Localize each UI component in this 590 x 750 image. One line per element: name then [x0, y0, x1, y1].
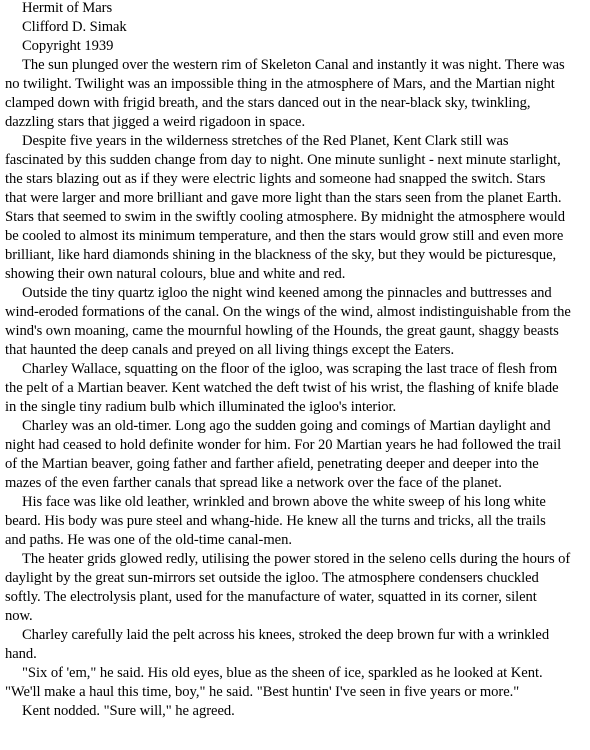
- paragraph-line: brilliant, like hard diamonds shining in the blackness of the sky, but they would be picturesque,: [5, 247, 557, 263]
- paragraph-line: no twilight. Twilight was an impossible thing in the atmosphere of Mars, and the Martian night: [5, 76, 555, 92]
- paragraph-10: [5, 702, 585, 721]
- paragraph-line: The heater grids glowed redly, utilising the power stored in the seleno cells during the hours of: [22, 551, 571, 567]
- paragraph-line: Charley Wallace, squatting on the floor of the igloo, was scraping the last trace of flesh from: [22, 361, 558, 377]
- paragraph-line: now.: [5, 608, 33, 624]
- paragraph-line: wind's own moaning, came the mournful howling of the Hounds, the great gaunt, shaggy beasts: [5, 323, 559, 339]
- paragraph-line: hand.: [5, 646, 37, 662]
- paragraph-line: Charley carefully laid the pelt across his knees, stroked the deep brown fur with a wrinkled: [22, 627, 550, 643]
- paragraph-line: Stars that seemed to swim in the swiftly cooling atmosphere. By midnight the atmosphere would: [5, 209, 565, 225]
- paragraph-1: [5, 56, 585, 132]
- paragraph-line: dazzling stars that jigged a weird rigadoon in space.: [5, 114, 306, 130]
- paragraph-line: showing their own natural colours, blue and white and red.: [5, 266, 346, 282]
- paragraph-8: [5, 626, 585, 664]
- paragraph-line: "Six of 'em," he said. His old eyes, blue as the sheen of ice, sparkled as he looked at Kent.: [22, 665, 543, 681]
- paragraph-line: Despite five years in the wilderness stretches of the Red Planet, Kent Clark still was: [22, 133, 509, 149]
- paragraph-4: [5, 360, 585, 417]
- paragraph-7: [5, 550, 585, 626]
- paragraph-line: the stars blazing out as if they were electric lights and someone had snapped the switch. Stars: [5, 171, 546, 187]
- paragraph-line: wind-eroded formations of the canal. On the wings of the wind, almost indistinguishable from the: [5, 304, 571, 320]
- paragraph-3: [5, 284, 585, 360]
- paragraph-line: and paths. He was one of the old-time canal-men.: [5, 532, 292, 548]
- paragraph-line: "We'll make a haul this time, boy," he said. "Best huntin' I've seen in five years or more.": [5, 684, 520, 700]
- paragraph-6: [5, 493, 585, 550]
- paragraph-line: that haunted the deep canals and preyed on all living things except the Eaters.: [5, 342, 455, 358]
- paragraph-9: [5, 664, 585, 702]
- paragraph-line: the pelt of a Martian beaver. Kent watched the deft twist of his wrist, the flashing of knife blade: [5, 380, 559, 396]
- paragraph-line: Outside the tiny quartz igloo the night wind keened among the pinnacles and buttresses and: [22, 285, 552, 301]
- story-copyright: Copyright 1939: [22, 38, 114, 54]
- paragraph-line: beard. His body was pure steel and whang-hide. He knew all the turns and tricks, all the trails: [5, 513, 546, 529]
- story-title: Hermit of Mars: [22, 0, 113, 16]
- paragraph-line: clamped down with frigid breath, and the stars danced out in the near-black sky, twinkling,: [5, 95, 531, 111]
- paragraph-line: that were larger and more brilliant and gave more light than the stars seen from the planet Earth.: [5, 190, 562, 206]
- paragraph-line: fascinated by this sudden change from day to night. One minute sunlight - next minute starlight,: [5, 152, 561, 168]
- paragraph-line: be cooled to almost its minimum temperature, and then the stars would grow still and even more: [5, 228, 564, 244]
- paragraph-line: in the single tiny radium bulb which illuminated the igloo's interior.: [5, 399, 397, 415]
- paragraph-line: night had ceased to hold definite wonder for him. For 20 Martian years he had followed the trail: [5, 437, 562, 453]
- paragraph-line: of the Martian beaver, going father and farther afield, penetrating deeper and deeper into the: [5, 456, 539, 472]
- paragraph-2: [5, 132, 585, 284]
- paragraph-line: Kent nodded. "Sure will," he agreed.: [22, 703, 235, 719]
- story-author: Clifford D. Simak: [22, 19, 127, 35]
- paragraph-line: His face was like old leather, wrinkled and brown above the white sweep of his long white: [22, 494, 546, 510]
- paragraph-5: [5, 417, 585, 493]
- paragraph-line: softly. The electrolysis plant, used for the manufacture of water, squatted in its corner, silent: [5, 589, 537, 605]
- document-page: [5, 0, 585, 721]
- paragraph-line: mazes of the even farther canals that spread like a network over the face of the planet.: [5, 475, 502, 491]
- paragraph-line: Charley was an old-timer. Long ago the sudden going and comings of Martian daylight and: [22, 418, 551, 434]
- paragraph-line: daylight by the great sun-mirrors set outside the igloo. The atmosphere condensers chuckled: [5, 570, 539, 586]
- paragraph-line: The sun plunged over the western rim of Skeleton Canal and instantly it was night. There was: [22, 57, 565, 73]
